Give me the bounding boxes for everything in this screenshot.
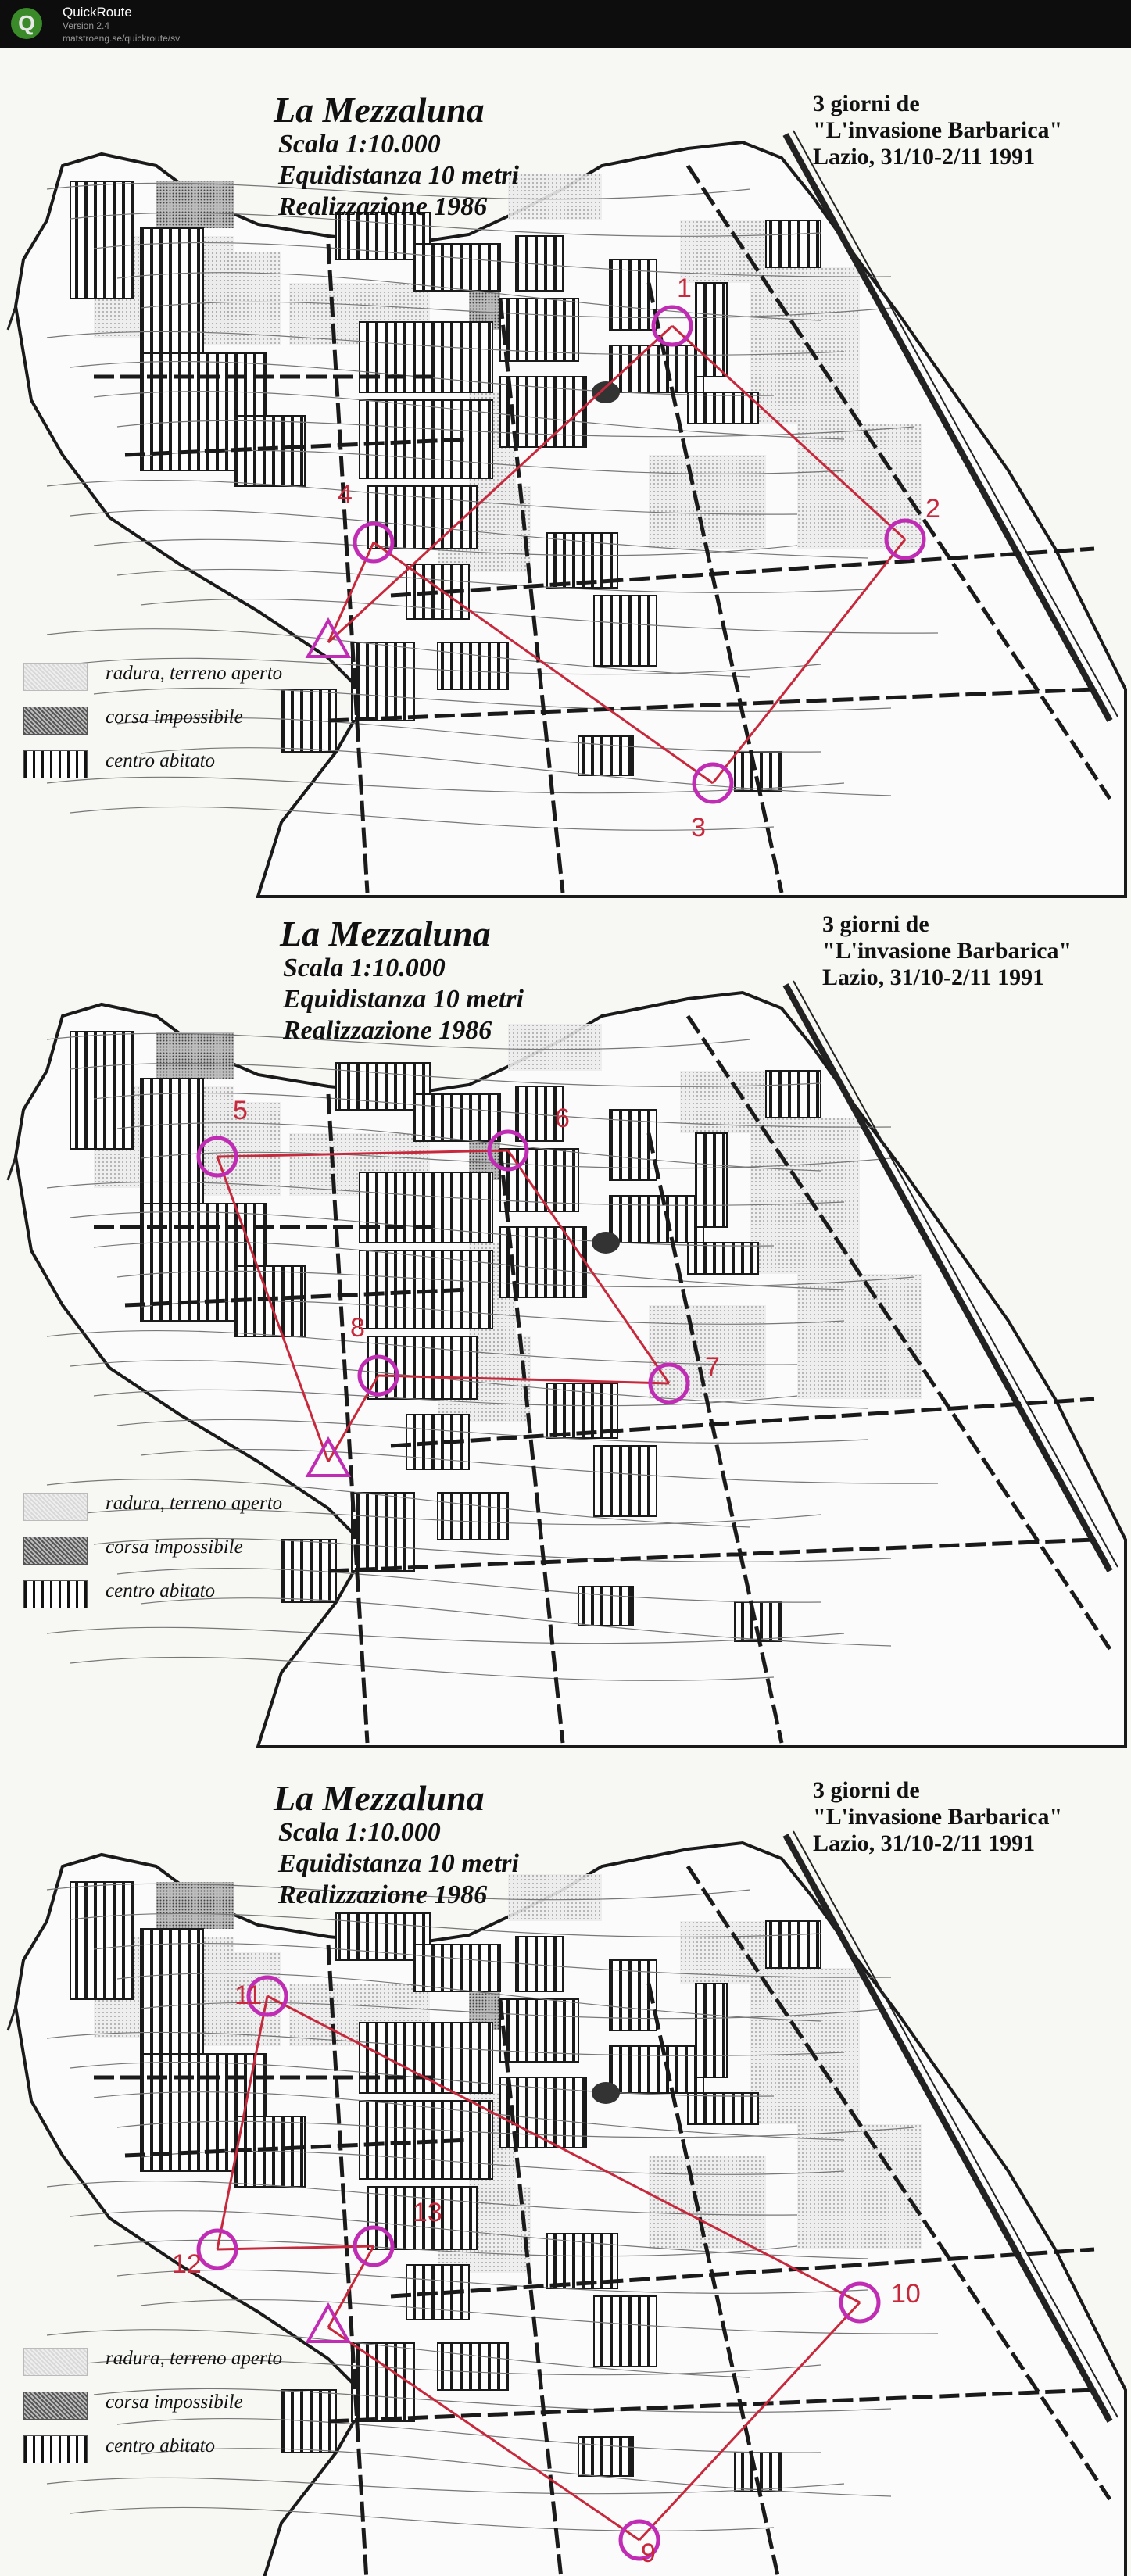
legend-label: radura, terreno aperto [106,663,283,684]
impassable-area [156,1032,234,1079]
built-up-area [352,1493,414,1571]
event-line-2: "L'invasione Barbarica" [813,1804,1063,1830]
map-made: Realizzazione 1986 [283,1016,492,1045]
built-up-area [438,2343,508,2390]
open-land-area [508,1024,602,1071]
event-line-2: "L'invasione Barbarica" [813,117,1063,143]
legend-label: centro abitato [106,750,216,771]
built-up-area [688,392,758,424]
event-line-1: 3 giorni de [813,1777,920,1803]
map-made: Realizzazione 1986 [278,192,488,221]
built-up-area [578,1587,633,1626]
built-up-area [594,596,657,666]
open-land-area [649,455,766,549]
control-number: 1 [677,274,692,303]
built-up-area [688,1243,758,1274]
built-up-area [610,345,703,392]
event-info [813,91,1062,170]
built-up-area [352,2343,414,2421]
built-up-area [141,228,203,353]
legend-swatch-open [23,1493,88,1521]
map-panel-2 [0,899,1131,1751]
built-up-area [696,1984,727,2077]
legend-label: corsa impossibile [106,707,243,728]
built-up-area [367,486,477,549]
event-line-3: Lazio, 31/10-2/11 1991 [813,144,1036,170]
built-up-area [414,244,500,291]
map-scale: Scala 1:10.000 [278,130,441,159]
built-up-area [610,2046,703,2093]
built-up-area [594,1446,657,1516]
built-up-area [688,2093,758,2124]
event-line-3: Lazio, 31/10-2/11 1991 [822,964,1045,990]
built-up-area [594,2296,657,2367]
event-info [822,911,1072,991]
legend-swatch-open [23,663,88,691]
control-number: 6 [555,1104,570,1133]
legend-swatch-urban [23,2435,88,2463]
quickroute-logo-icon: Q [11,8,42,39]
legend-label: radura, terreno aperto [106,1493,283,1514]
built-up-area [141,1929,203,2054]
map-terrain [0,899,1131,1749]
map-title: La Mezzaluna [274,90,485,130]
event-line-1: 3 giorni de [822,911,929,937]
built-up-area [70,1032,133,1149]
control-number: 12 [172,2249,202,2279]
built-up-area [438,642,508,689]
map-made: Realizzazione 1986 [278,1880,488,1909]
control-number: 3 [691,813,706,843]
legend-label: centro abitato [106,1580,216,1601]
open-land-area [508,174,602,220]
control-number: 13 [413,2198,442,2227]
legend-label: corsa impossibile [106,2392,243,2413]
event-info [813,1777,1062,1857]
built-up-area [766,220,821,267]
built-up-area [352,642,414,721]
app-name: QuickRoute [63,5,132,20]
built-up-area [141,1079,203,1204]
pond-icon [592,1232,620,1254]
event-line-2: "L'invasione Barbarica" [822,938,1072,964]
title-bar [0,0,1131,48]
map-panel-3 [0,1749,1131,2576]
map-title: La Mezzaluna [274,1778,485,1818]
built-up-area [438,1493,508,1540]
legend-swatch-impassable [23,707,88,735]
control-number: 9 [641,2538,656,2568]
built-up-area [578,736,633,775]
map-scale: Scala 1:10.000 [283,953,446,982]
legend-swatch-impassable [23,1537,88,1565]
control-number: 11 [234,1980,263,2010]
built-up-area [766,1071,821,1118]
map-panel-1 [0,48,1131,900]
control-number: 7 [705,1352,720,1382]
legend-swatch-urban [23,750,88,778]
legend-swatch-impassable [23,2392,88,2420]
event-line-1: 3 giorni de [813,91,920,116]
control-number: 10 [891,2279,921,2309]
map-title: La Mezzaluna [280,914,491,953]
built-up-area [610,1196,703,1243]
built-up-area [70,1882,133,1999]
legend-label: centro abitato [106,2435,216,2456]
pond-icon [592,2082,620,2104]
legend-swatch-urban [23,1580,88,1608]
built-up-area [70,181,133,299]
map-contour: Equidistanza 10 metri [278,1849,519,1878]
map-scale: Scala 1:10.000 [278,1818,441,1847]
legend-swatch-open [23,2348,88,2376]
control-number: 8 [350,1313,365,1343]
legend-label: radura, terreno aperto [106,2348,283,2369]
built-up-area [696,1133,727,1227]
map-contour: Equidistanza 10 metri [278,161,519,190]
app-url: matstroeng.se/quickroute/sv [63,33,181,44]
impassable-area [156,1882,234,1929]
legend-label: corsa impossibile [106,1537,243,1558]
built-up-area [414,1945,500,1991]
built-up-area [578,2437,633,2476]
control-number: 2 [925,494,940,524]
control-number: 4 [338,480,353,510]
event-line-3: Lazio, 31/10-2/11 1991 [813,1830,1036,1856]
map-contour: Equidistanza 10 metri [283,985,524,1014]
impassable-area [156,181,234,228]
built-up-area [367,1336,477,1399]
app-version: Version 2.4 [63,20,110,31]
built-up-area [414,1094,500,1141]
control-number: 5 [233,1096,248,1125]
built-up-area [766,1921,821,1968]
open-land-area [508,1874,602,1921]
pond-icon [592,381,620,403]
